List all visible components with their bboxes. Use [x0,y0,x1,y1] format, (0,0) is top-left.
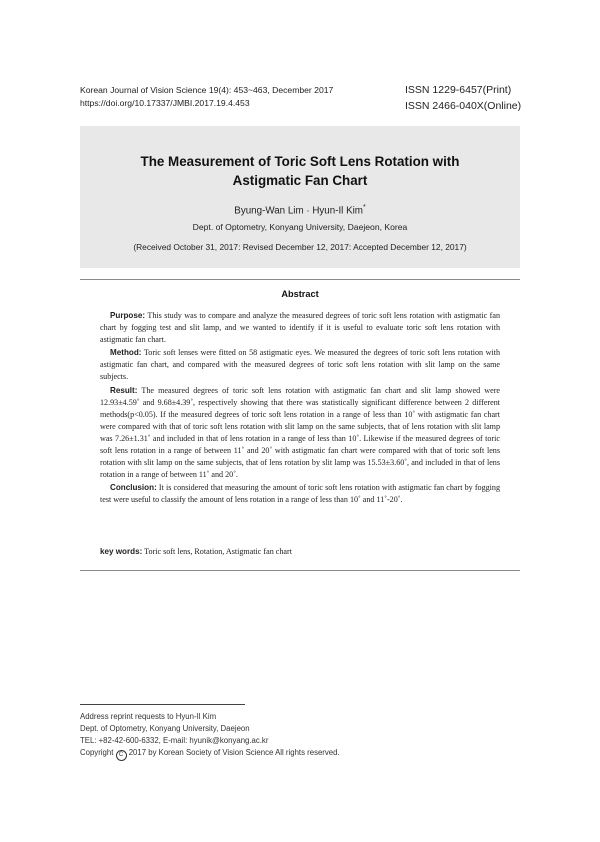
title-line-2: Astigmatic Fan Chart [232,173,368,188]
copyright-post: 2017 by Korean Society of Vision Science All rights reserved. [128,748,340,757]
title-line-1: The Measurement of Toric Soft Lens Rotation with [140,154,460,169]
abstract-body [100,310,500,508]
bottom-divider [80,570,520,571]
keywords-label: key words: [100,547,143,556]
issn-block [405,82,521,114]
reprint-request: Address reprint requests to Hyun-Il Kim [80,712,217,721]
result-label: Result: [110,385,138,395]
abstract-method [100,347,500,383]
top-divider [80,279,520,280]
affiliation: Dept. of Optometry, Konyang University, Daejeon, Korea [192,222,408,233]
copyright-line [80,747,340,761]
copyright-icon: C [116,750,127,761]
journal-citation: Korean Journal of Vision Science 19(4): 453~463, December 2017 [80,85,334,95]
purpose-label: Purpose: [110,311,146,320]
issn-online: ISSN 2466-040X(Online) [405,100,522,112]
corresponding-mark: * [362,204,366,211]
doi-link[interactable]: https://doi.org/10.17337/JMBI.2017.19.4.453 [80,98,250,108]
footnote [80,711,340,761]
footnote-affiliation: Dept. of Optometry, Konyang University, Daejeon [80,724,250,733]
paper-title [100,152,500,190]
keywords [100,547,500,556]
title-box [80,126,520,268]
purpose-text: This study was to compare and analyze the measured degrees of toric soft lens rotation with astigmatic fan chart by fogging test and slit lamp, and we wanted to identify if it is useful to evaluate toric soft lens rotation with astigmatic fan chart. [100,311,500,345]
author-names: Byung-Wan Lim · Hyun-Il Kim [234,205,363,217]
received-dates: (Received October 31, 2017: Revised December 12, 2017: Accepted December 12, 2017) [133,242,467,253]
conclusion-label: Conclusion: [110,483,157,493]
abstract-conclusion [100,482,500,506]
keywords-text: Toric soft lens, Rotation, Astigmatic fan chart [142,547,292,556]
method-label: Method: [110,348,142,358]
issn-print: ISSN 1229-6457(Print) [405,84,512,96]
conclusion-text: It is considered that measuring the amount of toric soft lens rotation with astigmatic fan chart by fogging test were useful to classify the amount of lens rotation in a range of less than 10˚ and 11˚-20˚. [100,483,500,505]
result-text: The measured degrees of toric soft lens rotation with astigmatic fan chart and slit lamp showed were 12.93±4.59˚ and 9.68±4.39˚, respectively showing that there was statistically significant difference between 2 different methods(p<0.05). If the measured degrees of toric soft lens rotation in a range of less than 10˚ with astigmatic fan chart were compared with that of toric soft lens rotation with slit lamp on the same subjects, that of lens rotation with slit lamp was 7.26±1.31˚ and included in that of lens rotation in a range of less than 10˚. Likewise if the measured degrees of toric soft lens rotation in a range of between 11˚ and 20˚ with astigmatic fan chart were compared with that of toric soft lens rotation with slit lamp on the same subjects, that of lens rotation by slit lamp was 15.53±3.60˚, and included in that of lens rotation in a range of between 11˚ and 20˚. [100,385,500,480]
copyright-pre: Copyright [80,748,114,757]
contact-line: TEL: +82-42-600-6332, E-mail: hyunik@konyang.ac.kr [80,736,269,745]
abstract-heading: Abstract [281,289,319,299]
method-text: Toric soft lenses were fitted on 58 astigmatic eyes. We measured the degrees of toric soft lens rotation with astigmatic fan chart, and compared with the measured degrees of toric soft lens rotation with slit lamp on the same subjects. [100,348,500,382]
abstract-result [100,385,500,482]
footnote-divider [80,704,245,705]
authors [80,204,520,216]
abstract-purpose [100,310,500,346]
journal-header [80,84,333,110]
